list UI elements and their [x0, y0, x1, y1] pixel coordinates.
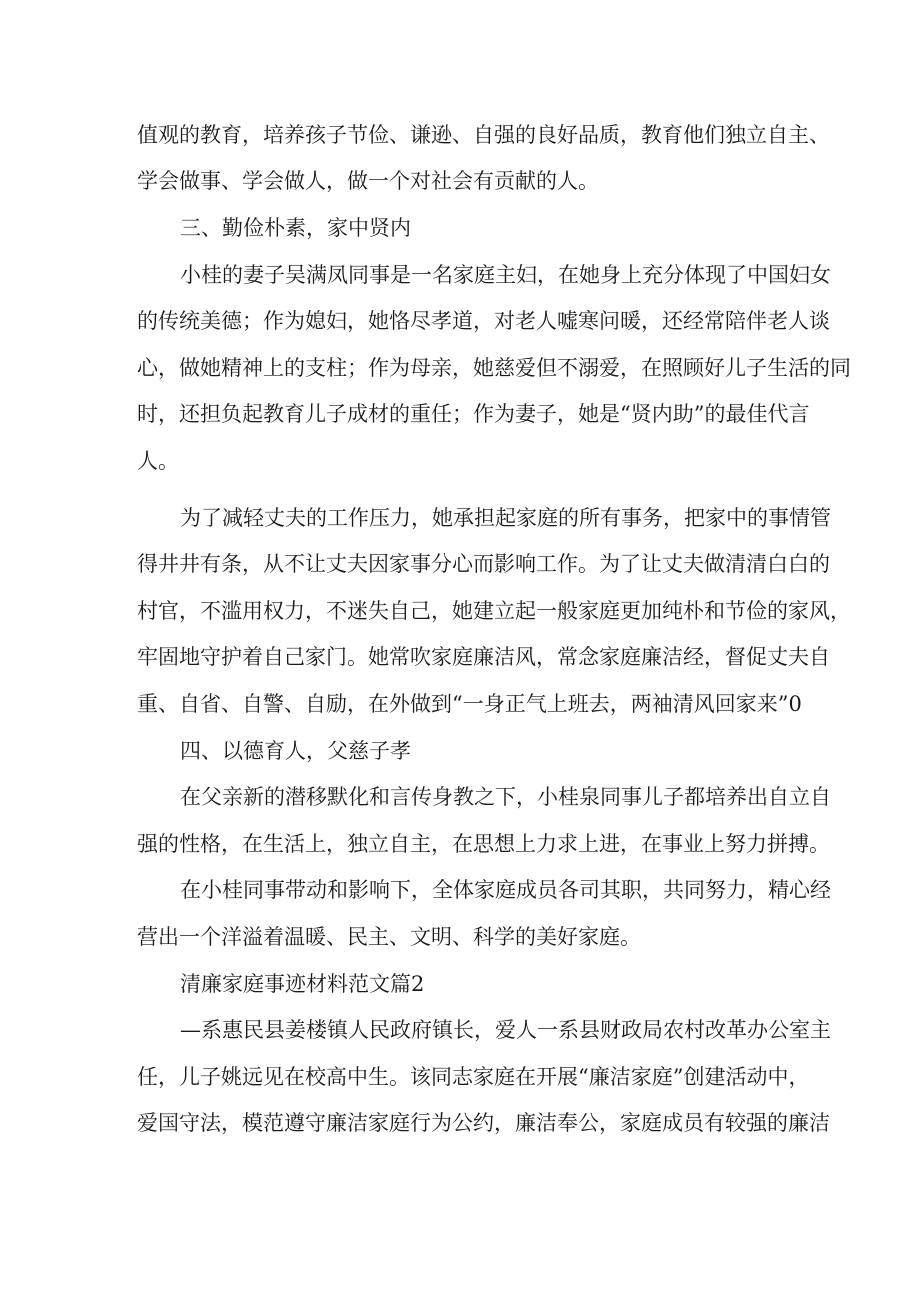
paragraph-line: 重、自省、自警、自励，在外做到“一身正气上班去，两袖清风回家来”0: [137, 692, 802, 716]
paragraph-line: 心，做她精神上的支柱；作为母亲，她慈爱但不溺爱，在照顾好儿子生活的同: [137, 356, 851, 380]
article-title: 清廉家庭事迹材料范文篇2: [180, 972, 425, 996]
paragraph-line: 牢固地守护着自己家门。她常吹家庭廉洁风，常念家庭廉洁经，督促丈夫自: [137, 645, 830, 669]
paragraph-line: —系惠民县姜楼镇人民政府镇长，爱人一系县财政局农村改革办公室主: [180, 1018, 831, 1042]
paragraph-line: 村官，不滥用权力，不迷失自己，她建立起一般家庭更加纯朴和节俭的家风，: [137, 599, 851, 623]
paragraph-line: 在父亲新的潜移默化和言传身教之下，小桂泉同事儿子都培养出自立自: [180, 785, 831, 809]
paragraph-line: 值观的教育，培养孩子节俭、谦逊、自强的良好品质，教育他们独立自主、: [137, 123, 830, 147]
paragraph-line: 营出一个洋溢着温暖、民主、文明、科学的美好家庭。: [137, 925, 641, 949]
paragraph-line: 爱国守法，模范遵守廉洁家庭行为公约，廉洁奉公，家庭成员有较强的廉洁: [137, 1111, 830, 1135]
paragraph-line: 强的性格，在生活上，独立自主，在思想上力求上进，在事业上努力拼搏。: [137, 832, 830, 856]
paragraph-line: 为了减轻丈夫的工作压力，她承担起家庭的所有事务，把家中的事情管: [180, 506, 831, 530]
section-heading: 三、勤俭朴素，家中贤内: [180, 216, 411, 240]
paragraph-line: 在小桂同事带动和影响下，全体家庭成员各司其职，共同努力，精心经: [180, 878, 831, 902]
paragraph-line: 得井井有条，从不让丈夫因家事分心而影响工作。为了让丈夫做清清白白的: [137, 552, 830, 576]
paragraph-line: 任，儿子姚远见在校高中生。该同志家庭在开展“廉洁家庭”创建活动中，: [137, 1065, 810, 1089]
paragraph-line: 人。: [137, 449, 179, 473]
section-heading: 四、以德育人，父慈子孝: [180, 739, 411, 763]
paragraph-line: 的传统美德；作为媳妇，她恪尽孝道，对老人嘘寒问暖，还经常陪伴老人谈: [137, 309, 830, 333]
paragraph-line: 学会做事、学会做人，做一个对社会有贡献的人。: [137, 169, 599, 193]
paragraph-line: 时，还担负起教育儿子成材的重任；作为妻子，她是“贤内助”的最佳代言: [137, 402, 810, 426]
paragraph-line: 小桂的妻子吴满凤同事是一名家庭主妇，在她身上充分体现了中国妇女: [180, 263, 831, 287]
